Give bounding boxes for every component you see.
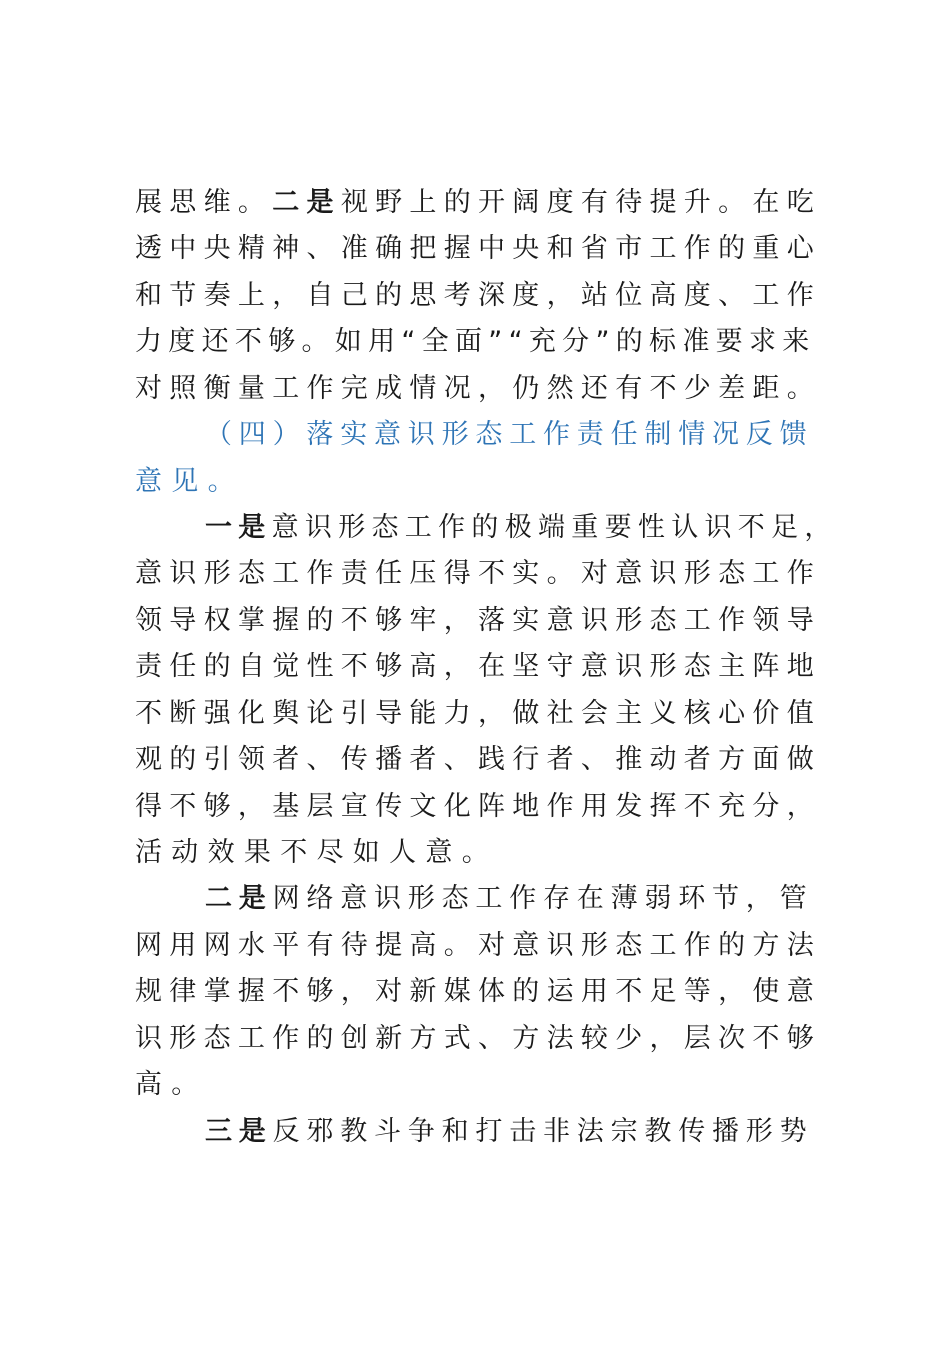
line-text: 不断强化舆论引导能力，做社会主义核心价值 xyxy=(135,698,821,729)
paragraph-line xyxy=(205,876,820,922)
line-lead: 三是 xyxy=(205,1116,273,1147)
paragraph-line xyxy=(135,1062,820,1108)
line-text: 透中央精神、准确把握中央和省市工作的重心 xyxy=(135,233,821,264)
paragraph-line xyxy=(135,598,820,644)
line-text: 观的引领者、传播者、践行者、推动者方面做 xyxy=(135,744,821,775)
paragraph-line xyxy=(135,644,820,690)
line-lead: 一是 xyxy=(205,512,272,543)
paragraph-line xyxy=(135,366,820,412)
paragraph-line xyxy=(135,319,820,365)
line-text: 高。 xyxy=(135,1069,208,1100)
paragraph-line xyxy=(135,226,820,272)
line-text: 领导权掌握的不够牢，落实意识形态工作领导 xyxy=(135,605,821,636)
paragraph-line xyxy=(135,273,820,319)
line-lead: 二是 xyxy=(272,187,341,218)
line-text: 得不够，基层宣传文化阵地作用发挥不充分， xyxy=(135,791,821,822)
line-text: 网用网水平有待提高。对意识形态工作的方法 xyxy=(135,930,821,961)
paragraph-line xyxy=(205,1109,820,1155)
paragraph-line xyxy=(135,830,820,876)
line-text: 力度还不够。如用“全面”“充分”的标准要求来 xyxy=(135,326,816,357)
paragraph-line xyxy=(135,551,820,597)
heading-text: 意见。 xyxy=(135,466,244,497)
line-text: 识形态工作的创新方式、方法较少，层次不够 xyxy=(135,1023,821,1054)
section-heading xyxy=(205,412,820,458)
paragraph-line xyxy=(135,784,820,830)
line-lead: 二是 xyxy=(205,883,273,914)
paragraph-line xyxy=(205,505,845,551)
paragraph-line xyxy=(135,180,820,226)
paragraph-line xyxy=(135,737,820,783)
paragraph-line xyxy=(135,969,820,1015)
line-text: 对照衡量工作完成情况，仍然还有不少差距。 xyxy=(135,373,821,404)
section-heading-continued xyxy=(135,459,820,505)
paragraph-line xyxy=(135,691,820,737)
line-text: 展思维。 xyxy=(135,187,273,218)
paragraph-line xyxy=(135,923,820,969)
line-text: 意识形态工作责任压得不实。对意识形态工作 xyxy=(135,558,821,589)
line-text: 反邪教斗争和打击非法宗教传播形势 xyxy=(272,1116,814,1147)
heading-text: （四）落实意识形态工作责任制情况反馈 xyxy=(205,419,814,450)
paragraph-line xyxy=(135,1016,820,1062)
line-text: 规律掌握不够，对新媒体的运用不足等，使意 xyxy=(135,976,821,1007)
line-text: 意识形态工作的极端重要性认识不足， xyxy=(271,512,838,543)
line-text: 视野上的开阔度有待提升。在吃 xyxy=(340,187,822,218)
line-text: 责任的自觉性不够高，在坚守意识形态主阵地 xyxy=(135,651,821,682)
line-text: 活动效果不尽如人意。 xyxy=(135,837,498,868)
line-text: 和节奏上，自己的思考深度，站位高度、工作 xyxy=(135,280,821,311)
line-text: 网络意识形态工作存在薄弱环节，管 xyxy=(272,883,814,914)
